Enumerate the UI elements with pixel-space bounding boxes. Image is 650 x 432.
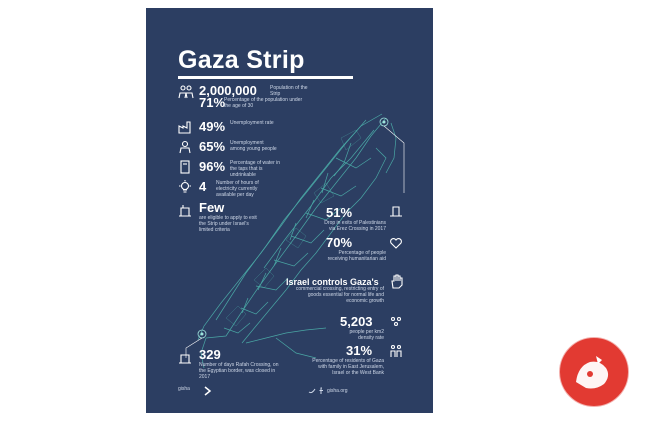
- stat-label: Drop in exits of Palestinians via Erez Crossing in 2017: [324, 220, 386, 232]
- people-icon: [178, 84, 194, 100]
- stat-label: Percentage of water in the taps that is undrinkable: [230, 160, 281, 178]
- stat-value: 96%: [199, 159, 226, 174]
- worker-icon: [178, 140, 192, 154]
- stat-label: Number of hours of electricity currently available per day: [216, 180, 259, 198]
- crossing-icon: [178, 203, 192, 217]
- org-logo: gisha: [178, 386, 190, 392]
- hand-stop-icon: [389, 273, 405, 289]
- stat-label: Unemployment among young people: [230, 140, 277, 152]
- stat-value: 49%: [199, 119, 226, 134]
- stat-label: Population of the Strip: [270, 85, 308, 97]
- stat-value: 65%: [199, 139, 226, 154]
- crossing-icon: [178, 350, 192, 364]
- chevron-right-icon: [204, 386, 212, 396]
- stat-value: 329: [199, 347, 221, 362]
- stat-value: 2,000,000: [199, 83, 257, 98]
- stat-label: Unemployment rate: [230, 120, 274, 126]
- stat-label: people per km2 density rate: [349, 329, 384, 341]
- org-url[interactable]: gisha.org: [327, 388, 348, 394]
- stat-value: 51%: [326, 205, 353, 220]
- stat-label: are eligible to apply to exit the Strip under Israel's limited criteria: [199, 215, 257, 233]
- lightbulb-icon: [178, 180, 192, 194]
- factory-icon: [178, 120, 192, 134]
- stat-value: 4: [199, 179, 207, 194]
- stat-label: Percentage of people receiving humanitarian aid: [327, 250, 386, 262]
- stat-value: 71%: [199, 95, 226, 110]
- facebook-icon[interactable]: [318, 387, 324, 395]
- stat-label: commercial crossing, restricting entry of goods essential for normal life and economic growth: [295, 286, 384, 304]
- family-icon: [389, 344, 403, 358]
- stat-value: 31%: [346, 343, 373, 358]
- stat-value: Israel controls Gaza's: [286, 277, 379, 287]
- poster-title: Gaza Strip: [178, 46, 305, 74]
- stat-label: Percentage of the population under the age of 30: [224, 97, 303, 109]
- stat-label: Number of days Rafah Crossing, on the Egyptian border, was closed in 2017: [199, 362, 279, 380]
- water-tap-icon: [178, 160, 192, 174]
- stat-value: 5,203: [340, 314, 373, 329]
- crossing-gate-icon: [389, 203, 403, 217]
- crowd-icon: [389, 315, 403, 329]
- site-watermark-logo: [556, 334, 632, 410]
- twitter-icon[interactable]: [308, 387, 316, 395]
- infographic-poster: [146, 8, 433, 413]
- title-underline: [178, 76, 353, 79]
- heart-hand-icon: [389, 236, 403, 250]
- stat-value: Few: [199, 200, 225, 215]
- stat-label: Percentage of residents of Gaza with family in East Jerusalem, Israel or the West Bank: [312, 358, 384, 376]
- stat-value: 70%: [326, 235, 353, 250]
